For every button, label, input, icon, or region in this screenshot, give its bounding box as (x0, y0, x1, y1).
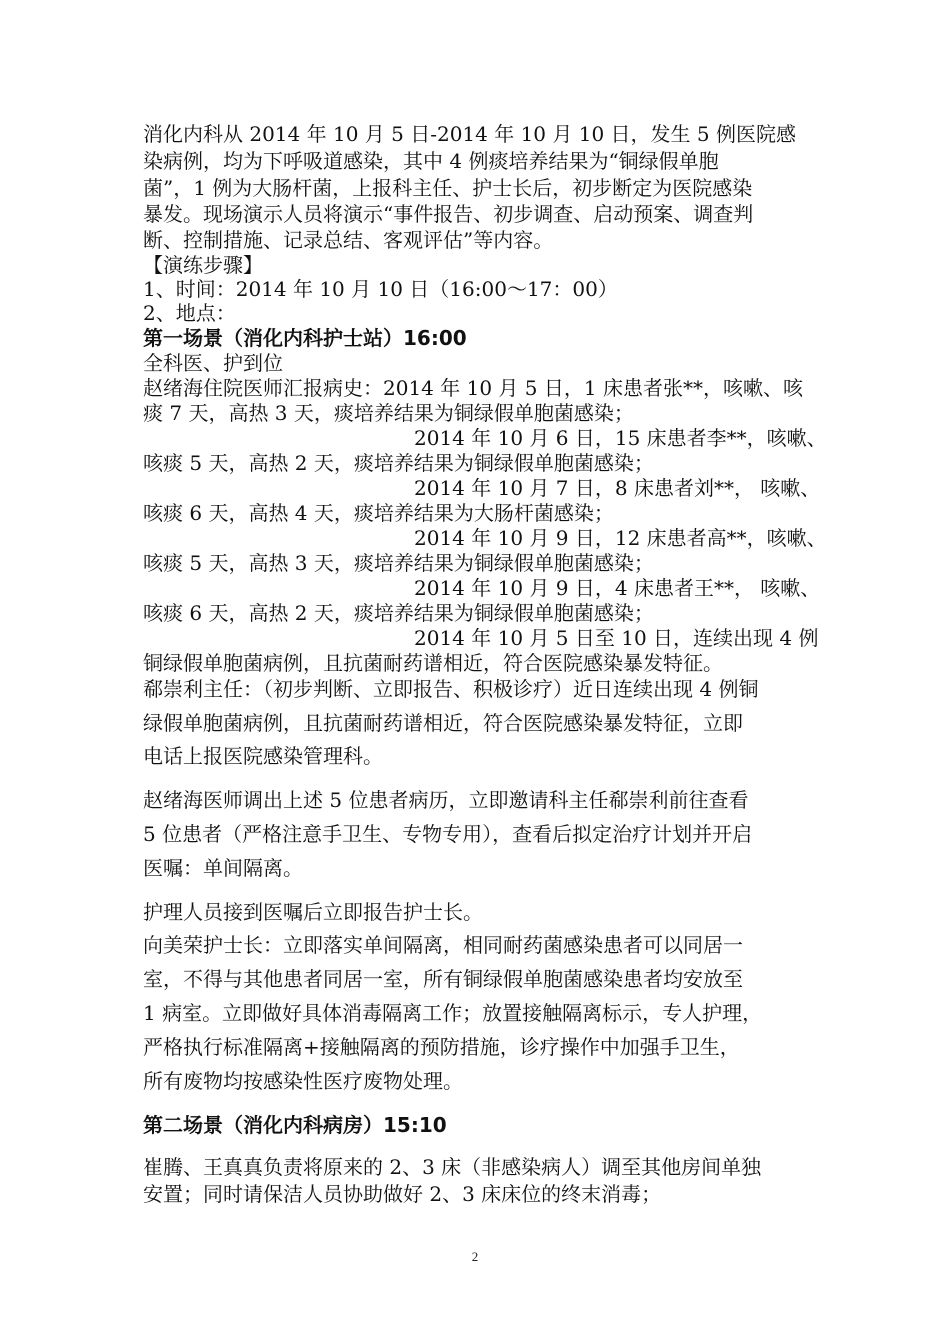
nurse-report: 护理人员接到医嘱后立即报告护士长。 (143, 900, 483, 924)
report-2b: 咳痰 5 天，高热 2 天，痰培养结果为铜绿假单胞菌感染； (143, 451, 654, 475)
head-nurse-line-4: 严格执行标准隔离+接触隔离的预防措施，诊疗操作中加强手卫生， (143, 1035, 740, 1059)
doctor-line-1: 赵绪海医师调出上述 5 位患者病历，立即邀请科主任郗崇利前往查看 (143, 788, 749, 812)
report-3a: 2014 年 10 月 7 日，8 床患者刘**， 咳嗽、 (414, 476, 821, 500)
report-4b: 咳痰 5 天，高热 3 天，痰培养结果为铜绿假单胞菌感染； (143, 551, 654, 575)
scene2-heading: 第二场景（消化内科病房）15:10 (143, 1113, 447, 1137)
scene2-line-2: 安置；同时请保洁人员协助做好 2、3 床床位的终末消毒； (143, 1182, 662, 1206)
steps-title: 【演练步骤】 (143, 253, 263, 277)
doctor-line-3: 医嘱：单间隔离。 (143, 856, 303, 880)
report-5a: 2014 年 10 月 9 日，4 床患者王**， 咳嗽、 (414, 576, 821, 600)
report-1b: 痰 7 天，高热 3 天，痰培养结果为铜绿假单胞菌感染； (143, 401, 634, 425)
page-number: 2 (471, 1249, 479, 1264)
head-nurse-line-1: 向美荣护士长：立即落实单间隔离，相同耐药菌感染患者可以同居一 (143, 933, 743, 957)
report-6a: 2014 年 10 月 5 日至 10 日，连续出现 4 例 (414, 626, 819, 650)
report-5b: 咳痰 6 天，高热 2 天，痰培养结果为铜绿假单胞菌感染； (143, 601, 654, 625)
report-3b: 咳痰 6 天，高热 4 天，痰培养结果为大肠杆菌感染； (143, 501, 614, 525)
head-nurse-line-3: 1 病室。立即做好具体消毒隔离工作；放置接触隔离标示，专人护理， (143, 1001, 763, 1025)
report-2a: 2014 年 10 月 6 日，15 床患者李**，咳嗽、 (414, 426, 827, 450)
steps-time: 1、时间：2014 年 10 月 10 日（16:00～17：00） (143, 277, 618, 301)
report-4a: 2014 年 10 月 9 日，12 床患者高**，咳嗽、 (414, 526, 827, 550)
intro-line-3: 菌”，1 例为大肠杆菌，上报科主任、护士长后，初步断定为医院感染 (143, 176, 753, 200)
intro-line-5: 断、控制措施、记录总结、客观评估”等内容。 (143, 228, 554, 252)
scene2-line-1: 崔腾、王真真负责将原来的 2、3 床（非感染病人）调至其他房间单独 (143, 1155, 762, 1179)
intro-line-2: 染病例，均为下呼吸道感染，其中 4 例痰培养结果为“铜绿假单胞 (143, 149, 719, 173)
director-line-1: 郗崇利主任：（初步判断、立即报告、积极诊疗）近日连续出现 4 例铜 (143, 677, 759, 701)
intro-line-1: 消化内科从 2014 年 10 月 5 日-2014 年 10 月 10 日，发生 5 例医院感 (143, 122, 796, 146)
scene1-heading: 第一场景（消化内科护士站）16:00 (143, 326, 467, 350)
report-1a: 赵绪海住院医师汇报病史：2014 年 10 月 5 日，1 床患者张**，咳嗽、咳 (143, 376, 803, 400)
steps-place: 2、地点： (143, 301, 236, 325)
doctor-line-2: 5 位患者（严格注意手卫生、专物专用），查看后拟定治疗计划并开启 (143, 822, 753, 846)
report-6b: 铜绿假单胞菌病例，且抗菌耐药谱相近，符合医院感染暴发特征。 (143, 651, 723, 675)
head-nurse-line-2: 室，不得与其他患者同居一室，所有铜绿假单胞菌感染患者均安放至 (143, 967, 743, 991)
head-nurse-line-5: 所有废物均按感染性医疗废物处理。 (143, 1069, 463, 1093)
director-line-3: 电话上报医院感染管理科。 (143, 744, 383, 768)
director-line-2: 绿假单胞菌病例，且抗菌耐药谱相近，符合医院感染暴发特征，立即 (143, 711, 743, 735)
intro-line-4: 暴发。现场演示人员将演示“事件报告、初步调查、启动预案、调查判 (143, 202, 754, 226)
scene1-arrive: 全科医、护到位 (143, 351, 283, 375)
